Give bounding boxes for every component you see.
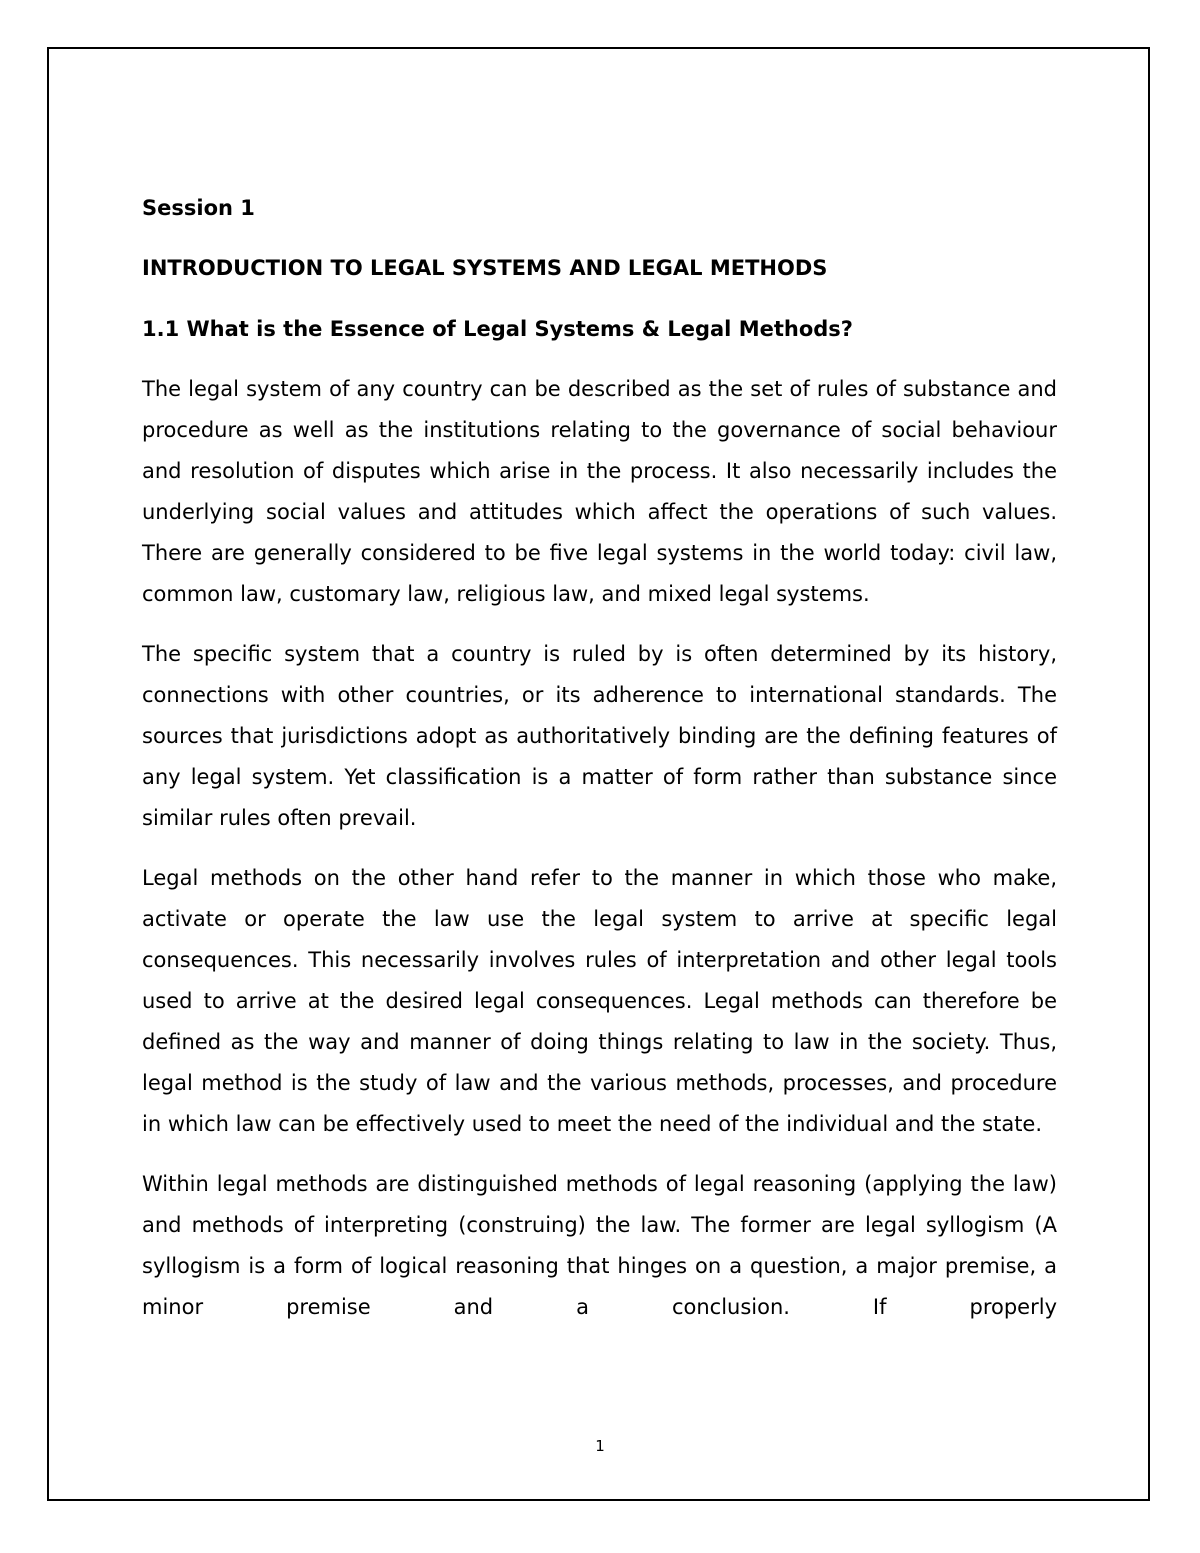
section-heading: 1.1 What is the Essence of Legal Systems & Legal Methods? — [142, 317, 853, 341]
document-title: INTRODUCTION TO LEGAL SYSTEMS AND LEGAL METHODS — [142, 256, 828, 280]
session-label: Session 1 — [142, 196, 255, 220]
page-number: 1 — [595, 1437, 605, 1455]
paragraph-legal-reasoning: Within legal methods are distinguished methods of legal reasoning (applying the law) and methods of interpreting (construing) the law. The former are legal syllogism (A syllogism is a form of logical reasoning that hinges on a question, a major premise, a minor premise and a conclusion. If properly — [142, 1172, 1057, 1319]
paragraph-legal-methods: Legal methods on the other hand refer to the manner in which those who make, activate or operate the law use the legal system to arrive at specific legal consequences. This necessarily involves rules of interpretation and other legal tools used to arrive at the desired legal consequences. Legal methods can therefore be defined as the way and manner of doing things relating to law in the society. Thus, legal method is the study of law and the various methods, processes, and procedure in which law can be effectively used to meet the need of the individual and the state. — [142, 866, 1057, 1136]
paragraph-legal-system: The legal system of any country can be described as the set of rules of substance and procedure as well as the institutions relating to the governance of social behaviour and resolution of disputes which arise in the process. It also necessarily includes the underlying social values and attitudes which affect the operations of such values. There are generally considered to be five legal systems in the world today: civil law, common law, customary law, religious law, and mixed legal systems. — [142, 377, 1057, 606]
document-body — [142, 188, 1057, 1328]
paragraph-system-determination: The specific system that a country is ruled by is often determined by its history, connections with other countries, or its adherence to international standards. The sources that jurisdictions adopt as authoritatively binding are the defining features of any legal system. Yet classification is a matter of form rather than substance since similar rules often prevail. — [142, 642, 1057, 830]
